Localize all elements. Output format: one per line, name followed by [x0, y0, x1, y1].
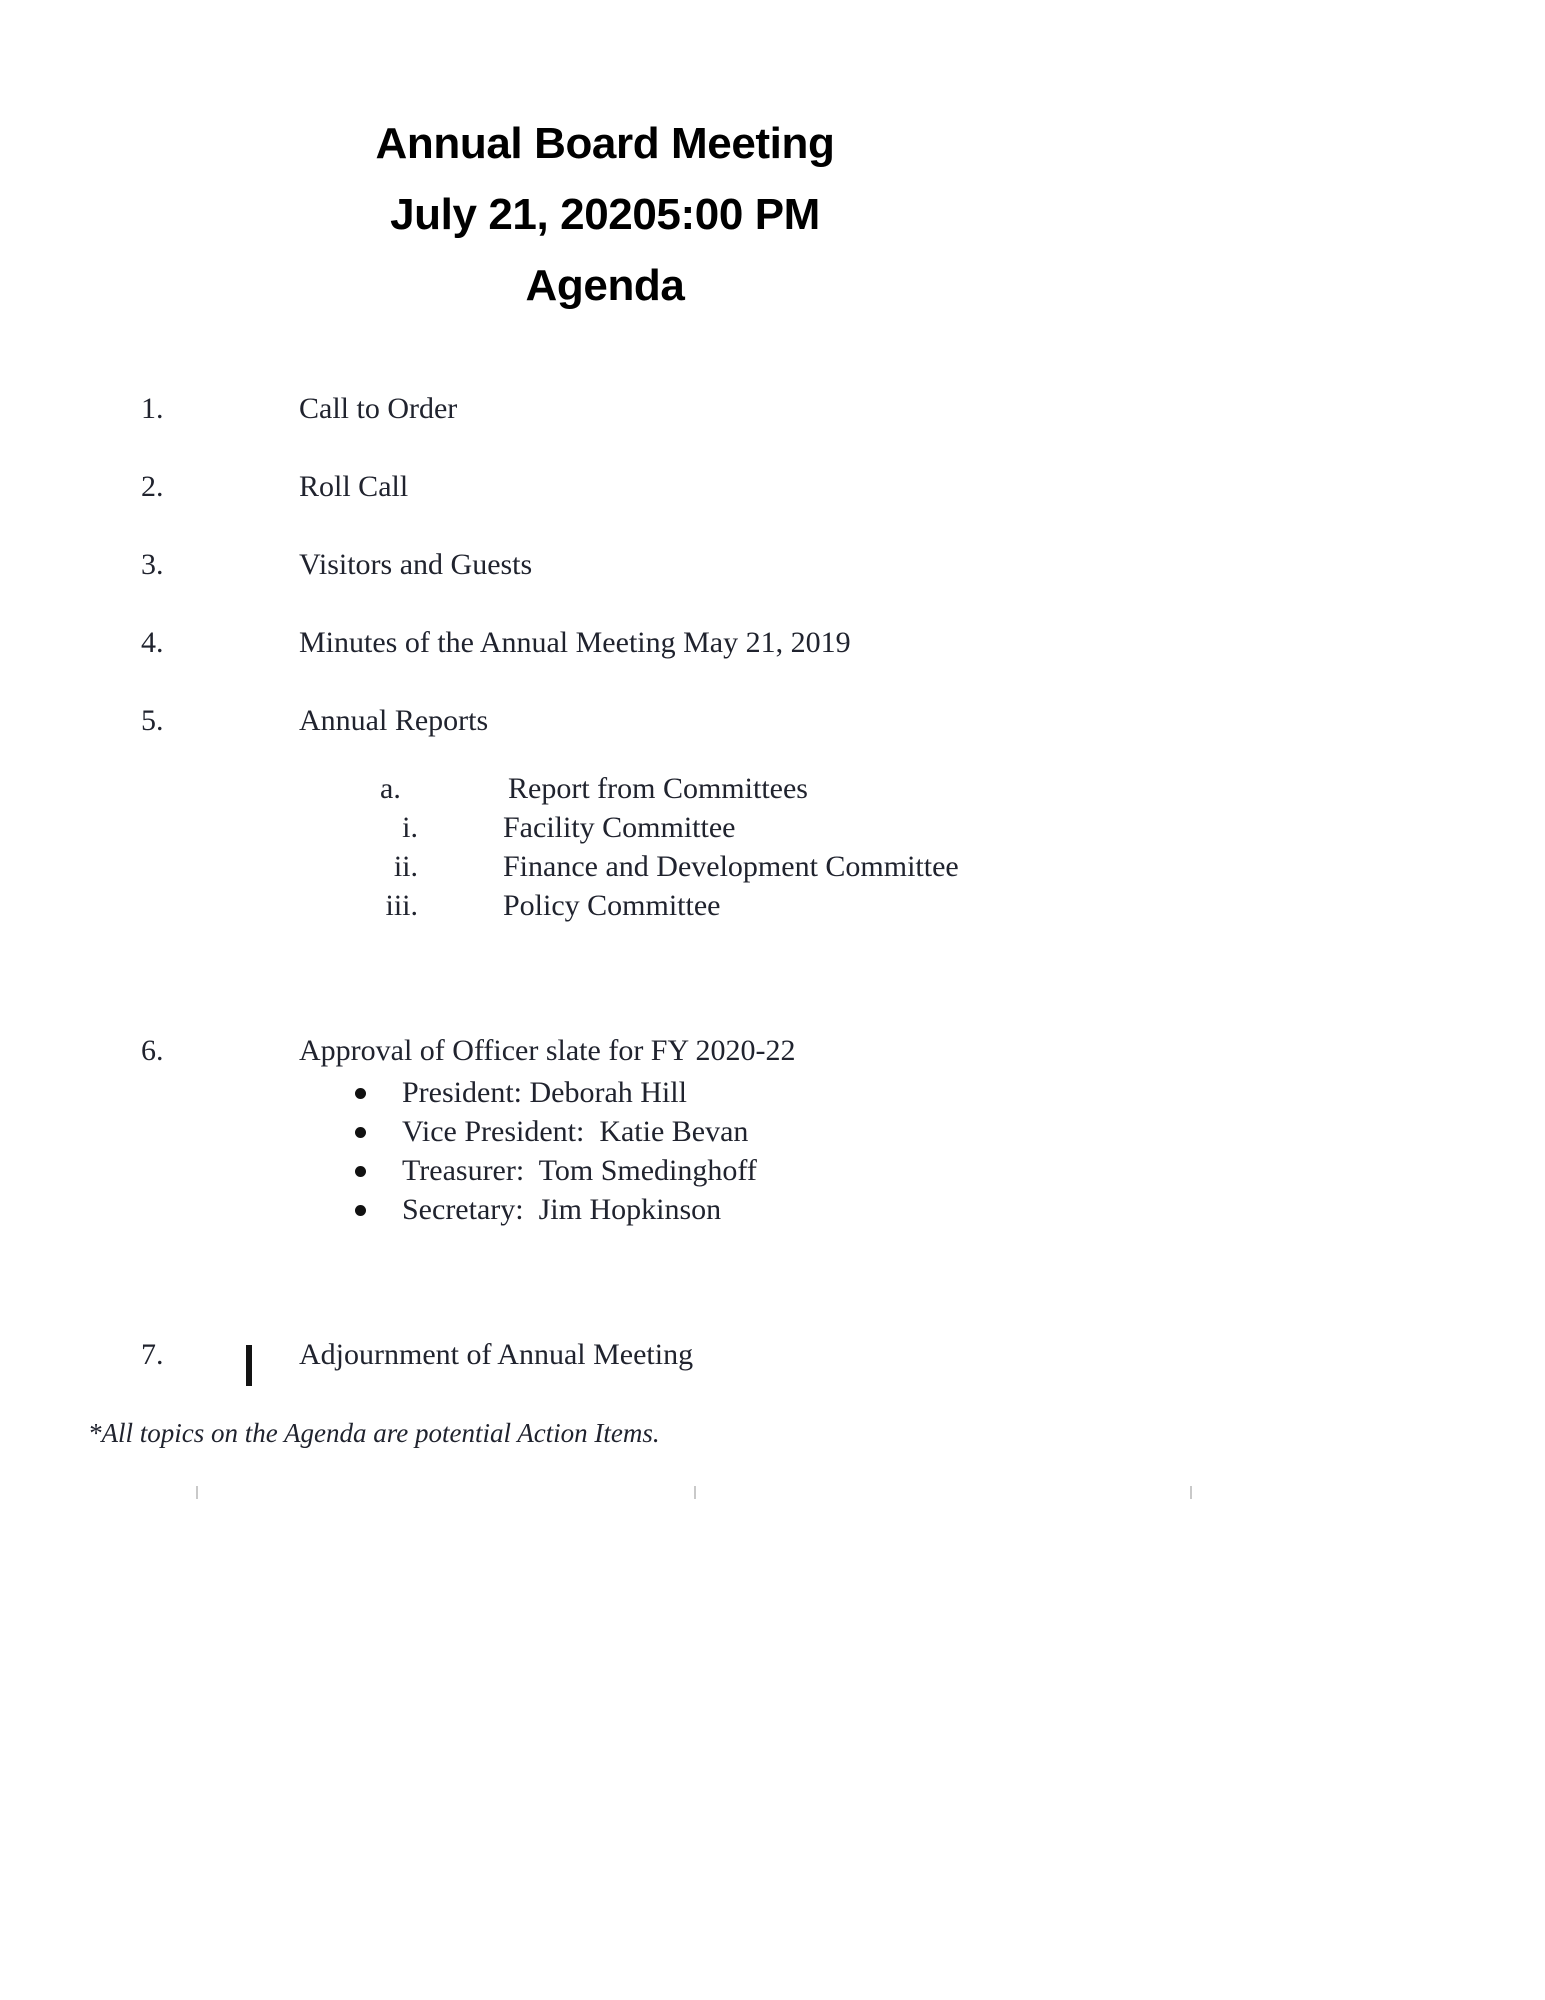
agenda-item-4-marker: 4. — [141, 626, 164, 659]
agenda-item-5-marker: 5. — [141, 704, 164, 737]
agenda-subitem-a-marker: a. — [380, 772, 401, 805]
committee-item-i — [0, 809, 1545, 848]
officer-vice-president — [0, 1113, 1545, 1152]
agenda-item-7-label: Adjournment of Annual Meeting — [299, 1338, 694, 1371]
ruler-tick-mark — [1190, 1486, 1192, 1499]
agenda-item-2-marker: 2. — [141, 470, 164, 503]
agenda-item-1-marker: 1. — [141, 392, 164, 425]
agenda-item-3-marker: 3. — [141, 548, 164, 581]
agenda-item-7-marker: 7. — [141, 1338, 164, 1371]
officer-secretary — [0, 1191, 1545, 1230]
committee-item-iii-label: Policy Committee — [503, 889, 721, 922]
page-title: Annual Board Meeting — [375, 119, 835, 168]
spacer-before-item-7 — [0, 1230, 1545, 1326]
committee-item-iii-marker: iii. — [385, 889, 418, 922]
meeting-datetime: July 21, 20205:00 PM — [390, 190, 820, 239]
committee-item-ii-marker: ii. — [393, 850, 418, 883]
agenda-item-2-label: Roll Call — [299, 470, 409, 503]
agenda-item-6-marker: 6. — [141, 1034, 164, 1067]
ruler-tick-mark — [196, 1486, 198, 1499]
agenda-item-6 — [0, 1022, 1545, 1074]
agenda-item-5 — [0, 692, 1545, 770]
officer-treasurer — [0, 1152, 1545, 1191]
committee-item-i-label: Facility Committee — [503, 811, 736, 844]
agenda-item-4-label: Minutes of the Annual Meeting May 21, 2019 — [299, 626, 851, 659]
committee-item-ii — [0, 848, 1545, 887]
agenda-item-2 — [0, 458, 1545, 536]
officer-secretary-label: Secretary: Jim Hopkinson — [402, 1193, 722, 1226]
agenda-item-5-label: Annual Reports — [299, 704, 489, 737]
officer-president-label: President: Deborah Hill — [402, 1076, 687, 1109]
ruler-tick-mark — [694, 1486, 696, 1499]
agenda-item-1 — [0, 380, 1545, 458]
officer-vice-president-label: Vice President: Katie Bevan — [402, 1115, 749, 1148]
bullet-icon — [355, 1205, 366, 1216]
agenda-item-1-label: Call to Order — [299, 392, 458, 425]
committee-item-i-marker: i. — [402, 811, 418, 844]
bullet-icon — [355, 1127, 366, 1138]
officer-president — [0, 1074, 1545, 1113]
committee-item-iii — [0, 887, 1545, 926]
agenda-item-6-label: Approval of Officer slate for FY 2020-22 — [299, 1034, 796, 1067]
officer-treasurer-label: Treasurer: Tom Smedinghoff — [402, 1154, 757, 1187]
text-cursor-caret — [246, 1345, 252, 1386]
agenda-subitem-a — [0, 770, 1545, 809]
agenda-outline — [0, 380, 1545, 1404]
agenda-item-3 — [0, 536, 1545, 614]
document-title-block — [0, 108, 1210, 321]
footnote-action-items: *All topics on the Agenda are potential Action Items. — [88, 1418, 660, 1448]
agenda-subitem-a-label: Report from Committees — [508, 772, 808, 805]
bullet-icon — [355, 1166, 366, 1177]
spacer-before-item-6 — [0, 926, 1545, 1022]
agenda-item-3-label: Visitors and Guests — [299, 548, 533, 581]
agenda-item-4 — [0, 614, 1545, 692]
agenda-item-7 — [0, 1326, 1545, 1404]
bullet-icon — [355, 1088, 366, 1099]
committee-item-ii-label: Finance and Development Committee — [503, 850, 959, 883]
agenda-heading: Agenda — [525, 261, 685, 310]
